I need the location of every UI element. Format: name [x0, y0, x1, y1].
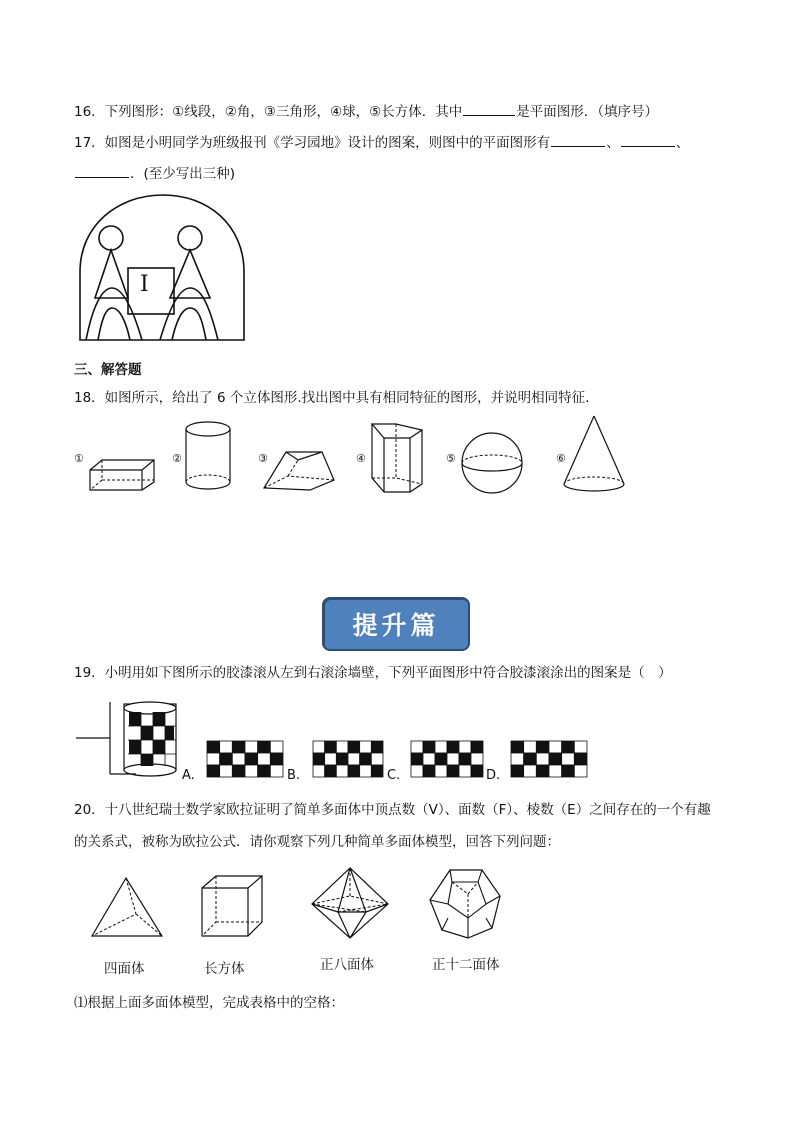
grid-cell: [562, 741, 575, 753]
cone-icon: [562, 414, 626, 494]
grid-cell: [348, 741, 360, 753]
dodecahedron-icon: [428, 866, 504, 942]
grid-cell: [459, 753, 471, 765]
solid-label: ⑤: [446, 452, 456, 465]
grid-cell: [348, 753, 360, 765]
question-17: 17．如图是小明同学为班级报刊《学习园地》设计的图案，则图中的平面图形有 、 、: [74, 135, 690, 151]
grid-cell: [511, 753, 524, 765]
grid-cell: [258, 753, 271, 765]
grid-cell: [348, 765, 360, 777]
tetrahedron-icon: [90, 876, 164, 940]
solid-label: ①: [74, 452, 84, 465]
option-b-pattern[interactable]: [312, 740, 384, 778]
grid-cell: [220, 765, 233, 777]
grid-cell: [207, 753, 220, 765]
grid-cell: [232, 765, 245, 777]
grid-cell: [549, 753, 562, 765]
grid-cell: [360, 741, 372, 753]
grid-cell: [220, 753, 233, 765]
grid-cell: [471, 753, 483, 765]
solid-label: ⑥: [556, 452, 566, 465]
grid-cell: [245, 753, 258, 765]
grid-cell: [574, 765, 587, 777]
grid-cell: [435, 753, 447, 765]
solid-label: ②: [172, 452, 182, 465]
grid-cell: [423, 753, 435, 765]
answer-blank[interactable]: [463, 102, 515, 116]
option-d-label[interactable]: D.: [486, 768, 501, 783]
question-17-line2: ．(至少写出三种): [74, 164, 235, 184]
option-c-label[interactable]: C.: [387, 768, 401, 783]
grid-cell: [207, 765, 220, 777]
option-a-label[interactable]: A.: [182, 768, 195, 783]
answer-blank[interactable]: [75, 164, 129, 178]
dodecahedron-caption: 正十二面体: [432, 957, 500, 973]
grid-cell: [371, 753, 383, 765]
grid-cell: [524, 741, 537, 753]
grid-cell: [371, 741, 383, 753]
grid-cell: [207, 741, 220, 753]
sphere-icon: [460, 432, 526, 494]
grid-cell: [574, 741, 587, 753]
question-20-line2: 的关系式，被称为欧拉公式．请你观察下列几种简单多面体模型，回答下列问题：: [74, 834, 560, 850]
cuboid-icon: [88, 458, 158, 492]
grid-cell: [459, 741, 471, 753]
grid-cell: [270, 741, 283, 753]
answer-blank[interactable]: [551, 133, 605, 147]
octahedron-caption: 正八面体: [320, 957, 374, 973]
grid-cell: [471, 765, 483, 777]
emblem-center-char: I: [140, 272, 149, 297]
grid-cell: [511, 765, 524, 777]
grid-cell: [336, 753, 348, 765]
grid-cell: [411, 741, 423, 753]
grid-cell: [435, 741, 447, 753]
grid-cell: [360, 765, 372, 777]
cylinder-icon: [184, 420, 234, 492]
grid-cell: [435, 765, 447, 777]
grid-cell: [411, 765, 423, 777]
octahedron-icon: [310, 866, 390, 940]
grid-cell: [313, 741, 325, 753]
question-18: 18．如图所示，给出了 6 个立体图形.找出图中具有相同特征的图形，并说明相同特征.: [74, 390, 590, 406]
grid-cell: [220, 741, 233, 753]
grid-cell: [447, 753, 459, 765]
grid-cell: [258, 741, 271, 753]
grid-cell: [371, 765, 383, 777]
paint-roller-icon: [76, 700, 182, 778]
grid-cell: [325, 741, 337, 753]
grid-cell: [536, 765, 549, 777]
cuboid-shape-icon: [200, 874, 266, 940]
grid-cell: [360, 753, 372, 765]
grid-cell: [423, 765, 435, 777]
grid-cell: [536, 753, 549, 765]
pentagonal-prism-icon: [370, 420, 426, 494]
grid-cell: [459, 765, 471, 777]
grid-cell: [270, 765, 283, 777]
grid-cell: [325, 765, 337, 777]
grid-cell: [258, 765, 271, 777]
grid-cell: [232, 753, 245, 765]
cuboid-caption: 长方体: [204, 961, 245, 977]
question-20-line1: 20．十八世纪瑞士数学家欧拉证明了简单多面体中顶点数（V）、面数（F）、棱数（E）之间存在的一个有趣: [74, 802, 711, 818]
grid-cell: [325, 753, 337, 765]
grid-cell: [245, 741, 258, 753]
question-20-sub1: ⑴根据上面多面体模型，完成表格中的空格：: [74, 995, 344, 1011]
grid-cell: [336, 741, 348, 753]
question-16: 16．下列图形：①线段，②角，③三角形，④球，⑤长方体．其中 是平面图形．（填序号）: [74, 104, 658, 120]
grid-cell: [232, 741, 245, 753]
grid-cell: [336, 765, 348, 777]
option-b-label[interactable]: B.: [287, 768, 301, 783]
grid-cell: [313, 765, 325, 777]
answer-blank[interactable]: [621, 133, 675, 147]
grid-cell: [471, 741, 483, 753]
grid-cell: [524, 753, 537, 765]
grid-cell: [549, 765, 562, 777]
grid-cell: [411, 753, 423, 765]
grid-cell: [423, 741, 435, 753]
grid-cell: [511, 741, 524, 753]
tetrahedron-caption: 四面体: [104, 961, 145, 977]
emblem-figure: [78, 190, 248, 345]
grid-cell: [574, 753, 587, 765]
grid-cell: [270, 753, 283, 765]
grid-cell: [245, 765, 258, 777]
option-a-pattern[interactable]: [206, 740, 284, 778]
question-19: 19．小明用如下图所示的胶漆滚从左到右滚涂墙壁，下列平面图形中符合胶漆滚涂出的图案是（ ）: [74, 665, 672, 681]
solid-label: ④: [356, 452, 366, 465]
option-d-pattern[interactable]: [510, 740, 588, 778]
grid-cell: [562, 765, 575, 777]
grid-cell: [447, 741, 459, 753]
grid-cell: [536, 741, 549, 753]
level-badge: 提升篇: [322, 597, 470, 651]
option-c-pattern[interactable]: [410, 740, 484, 778]
frustum-icon: [262, 446, 338, 492]
grid-cell: [313, 753, 325, 765]
grid-cell: [524, 765, 537, 777]
grid-cell: [447, 765, 459, 777]
grid-cell: [562, 753, 575, 765]
grid-cell: [549, 741, 562, 753]
solid-label: ③: [258, 452, 268, 465]
section-title: 三、解答题: [74, 362, 142, 378]
